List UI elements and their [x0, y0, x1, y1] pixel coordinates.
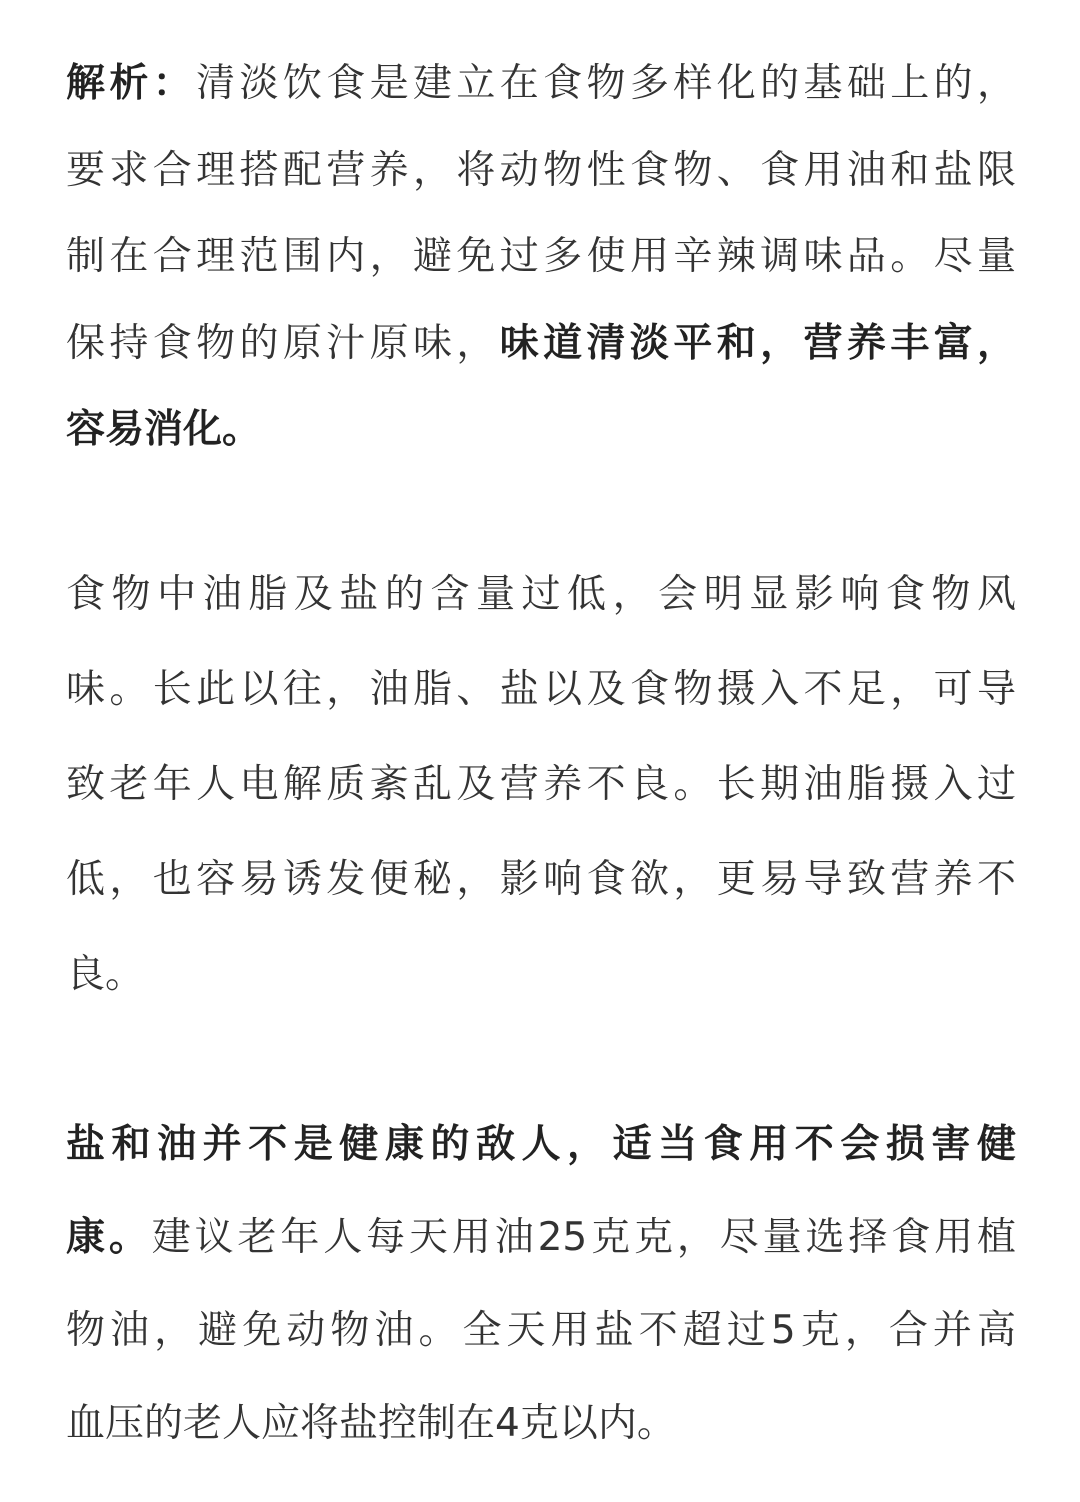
- body-text: 要求合理搭配营养，将动物性食物、食用油和盐限: [66, 147, 1016, 193]
- text-line: [66, 52, 1016, 106]
- body-text: 保持食物的原汁原味，: [66, 320, 500, 366]
- body-text: 低，也容易诱发便秘，影响食欲，更易导致营养不: [66, 857, 1016, 902]
- bold-text: 解析：: [66, 61, 197, 106]
- body-text: 清淡饮食是建立在食物多样化的基础上的，: [196, 61, 1016, 106]
- paragraph-recommendation: [66, 1113, 1016, 1485]
- text-line: [66, 563, 1016, 617]
- bold-text: 味道清淡平和，营养丰富，: [499, 320, 1016, 366]
- text-line: [66, 1299, 1016, 1353]
- text-line: [66, 1206, 1016, 1260]
- text-line: [66, 225, 1016, 279]
- text-line: [66, 848, 1016, 902]
- text-line: [66, 312, 1016, 366]
- body-text: 物油，避免动物油。全天用盐不超过5克，合并高: [66, 1308, 1016, 1353]
- bold-text: 容易消化。: [66, 407, 262, 452]
- body-text: 食物中油脂及盐的含量过低，会明显影响食物风: [66, 572, 1016, 617]
- body-text: 致老年人电解质紊乱及营养不良。长期油脂摄入过: [66, 762, 1016, 807]
- paragraph-analysis: [66, 52, 1016, 485]
- text-line: [66, 139, 1016, 193]
- paragraph-low-fat-salt-risk: [66, 563, 1016, 1038]
- body-text: 建议老年人每天用油25克克，尽量选择食用植: [151, 1215, 1016, 1260]
- body-text: 味。长此以往，油脂、盐以及食物摄入不足，可导: [66, 667, 1016, 712]
- body-text: 良。: [66, 952, 145, 997]
- bold-text: 盐和油并不是健康的敌人，适当食用不会损害健: [66, 1122, 1016, 1167]
- text-line: [66, 1113, 1016, 1167]
- text-line: [66, 398, 1016, 452]
- text-line: [66, 658, 1016, 712]
- text-line: [66, 943, 1016, 997]
- bold-text: 康。: [66, 1215, 152, 1260]
- body-text: 血压的老人应将盐控制在4克以内。: [66, 1401, 676, 1446]
- text-line: [66, 1392, 1016, 1446]
- body-text: 制在合理范围内，避免过多使用辛辣调味品。尽量: [66, 234, 1016, 279]
- text-line: [66, 753, 1016, 807]
